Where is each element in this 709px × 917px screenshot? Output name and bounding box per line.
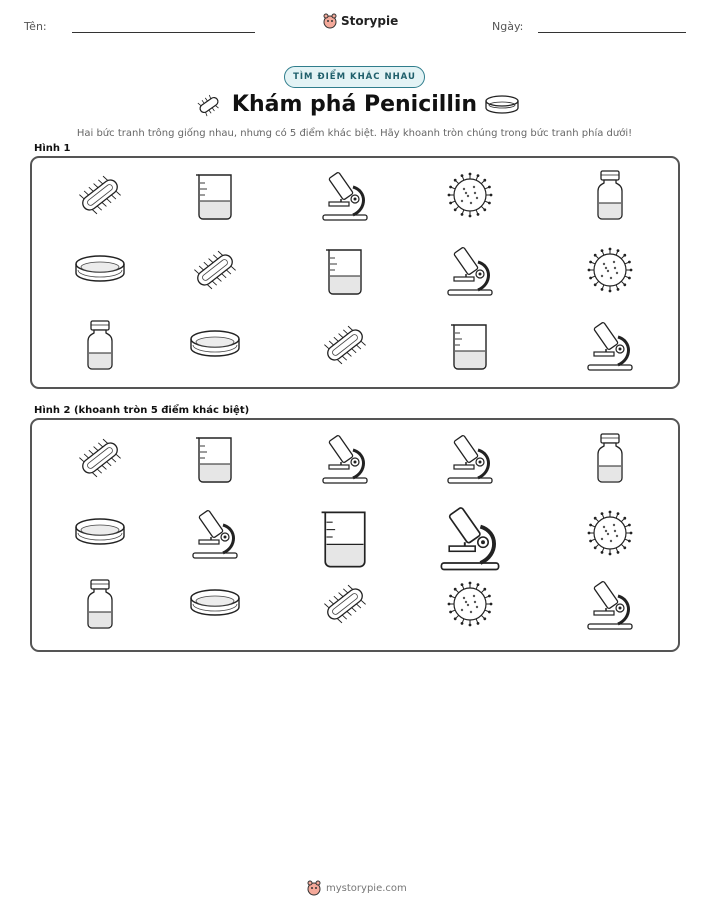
picture1-virus-icon[interactable] (580, 240, 640, 300)
picture2-beaker-icon[interactable] (185, 428, 245, 488)
picture2-bacteria-icon[interactable] (70, 428, 130, 488)
picture2-label: Hình 2 (khoanh tròn 5 điểm khác biệt) (34, 405, 250, 416)
picture2-microscope-icon[interactable] (315, 428, 375, 488)
picture1-vial-icon[interactable] (70, 315, 130, 375)
brand-name: Storypie (341, 14, 399, 28)
picture2-vial-icon[interactable] (70, 574, 130, 634)
picture1-microscope-icon[interactable] (580, 315, 640, 375)
picture1-bacteria-icon[interactable] (315, 315, 375, 375)
picture2-virus-icon[interactable] (580, 503, 640, 563)
date-label: Ngày: (492, 20, 524, 33)
picture2-bacteria-icon[interactable] (315, 574, 375, 634)
picture2-microscope-icon[interactable] (185, 503, 245, 563)
picture2-microscope-icon[interactable] (431, 498, 509, 576)
instructions: Hai bức tranh trông giống nhau, nhưng có 5 điểm khác biệt. Hãy khoanh tròn chúng trong bức tranh phía dưới! (76, 128, 633, 139)
picture1-petri-dish-icon[interactable] (70, 240, 130, 300)
picture1-label: Hình 1 (34, 143, 71, 154)
picture2-petri-dish-icon[interactable] (70, 503, 130, 563)
picture2-petri-dish-icon[interactable] (185, 574, 245, 634)
picture1-bacteria-icon[interactable] (185, 240, 245, 300)
name-label: Tên: (24, 20, 47, 33)
picture1-beaker-icon[interactable] (185, 165, 245, 225)
footer (307, 880, 407, 896)
picture1-vial-icon[interactable] (580, 165, 640, 225)
picture2-microscope-icon[interactable] (440, 428, 500, 488)
storypie-mascot-icon (307, 880, 321, 896)
date-line[interactable] (538, 32, 686, 33)
picture2-microscope-icon[interactable] (580, 574, 640, 634)
activity-tag: TÌM ĐIỂM KHÁC NHAU (284, 66, 425, 88)
picture1-beaker-icon[interactable] (315, 240, 375, 300)
picture1-bacteria-icon[interactable] (70, 165, 130, 225)
name-line[interactable] (72, 32, 255, 33)
picture2-beaker-icon[interactable] (308, 500, 382, 574)
picture1-microscope-icon[interactable] (440, 240, 500, 300)
brand-logo (323, 13, 398, 29)
picture2-vial-icon[interactable] (580, 428, 640, 488)
petri-dish-icon (484, 93, 520, 117)
picture1-virus-icon[interactable] (440, 165, 500, 225)
page-title: Khám phá Penicillin (231, 92, 478, 117)
storypie-mascot-icon (323, 13, 337, 29)
picture2-virus-icon[interactable] (440, 574, 500, 634)
picture1-microscope-icon[interactable] (315, 165, 375, 225)
footer-site: mystorypie.com (326, 882, 407, 894)
picture1-beaker-icon[interactable] (440, 315, 500, 375)
picture1-petri-dish-icon[interactable] (185, 315, 245, 375)
